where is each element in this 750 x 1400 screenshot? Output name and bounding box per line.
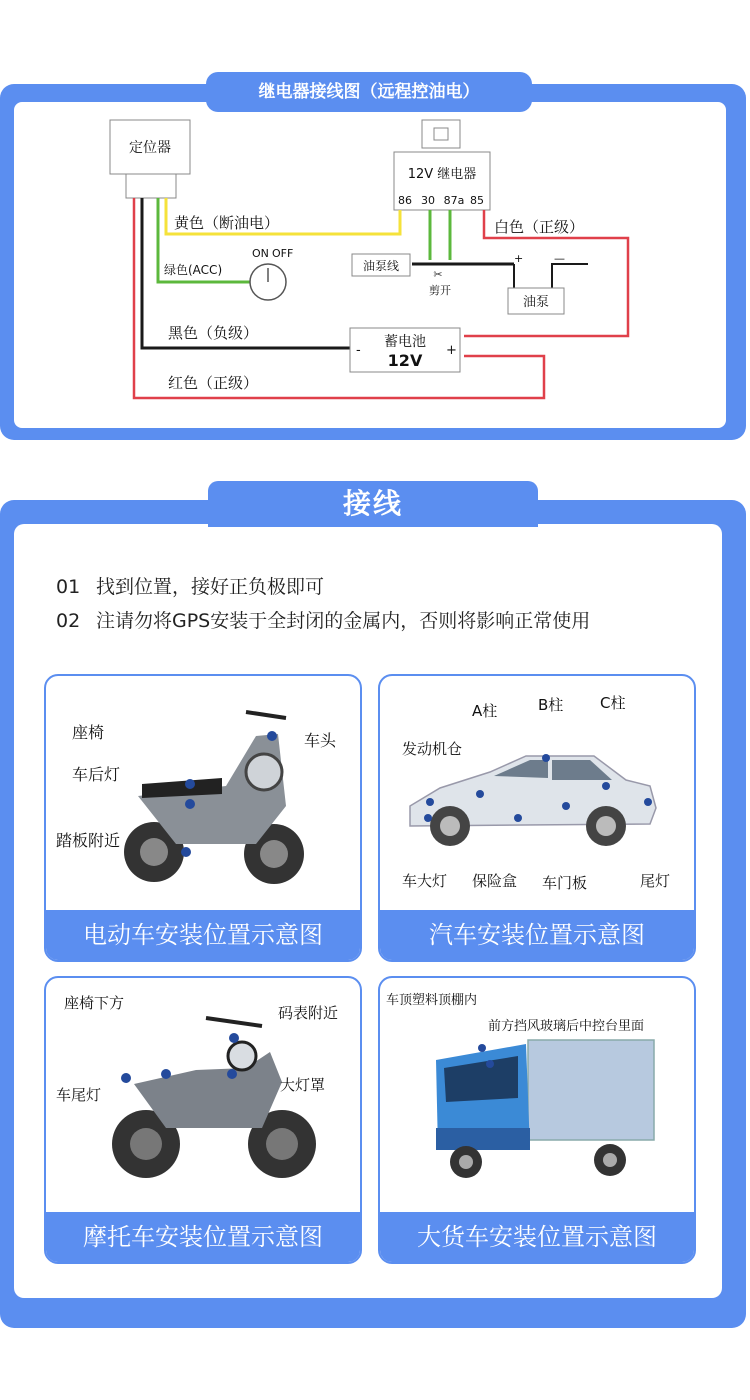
relay-pin-30: 30 xyxy=(421,194,435,207)
label-footboard: 踏板附近 xyxy=(56,831,121,850)
label-tail-light: 车后灯 xyxy=(72,765,121,784)
svg-text:ON: ON xyxy=(252,247,269,260)
svg-text:保险盒: 保险盒 xyxy=(472,872,518,890)
battery-box xyxy=(350,328,460,372)
relay-pin-87a: 87a xyxy=(443,194,465,207)
svg-text:+: + xyxy=(514,252,524,265)
card-caption: 汽车安装位置示意图 xyxy=(380,910,694,960)
relay-pin-86: 86 xyxy=(398,194,412,207)
black-wire-label: 黑色（负级） xyxy=(168,324,259,342)
svg-text:—: — xyxy=(554,252,565,265)
svg-text:12V: 12V xyxy=(387,351,423,370)
acc-switch-icon xyxy=(250,247,293,300)
cut-label: 剪开 xyxy=(429,284,451,297)
wiring-diagram-title: 继电器接线图（远程控油电） xyxy=(206,72,532,112)
white-wire-label: 白色（正级） xyxy=(494,218,585,236)
svg-text:A柱: A柱 xyxy=(472,702,498,720)
fuel-line-box xyxy=(352,254,410,276)
truck-illustration xyxy=(380,978,694,1212)
car-illustration xyxy=(380,676,694,910)
relay-wiring-diagram xyxy=(14,102,726,428)
relay-box xyxy=(394,120,490,210)
fuel-pump-box xyxy=(508,252,565,314)
card-car xyxy=(378,674,696,962)
svg-text:B柱: B柱 xyxy=(538,696,564,714)
motorcycle-illustration xyxy=(46,978,360,1212)
relay-label: 12V 继电器 xyxy=(407,167,477,182)
locator-box xyxy=(110,120,190,198)
scissors-icon: ✂ xyxy=(433,268,443,281)
relay-pin-85: 85 xyxy=(470,194,484,207)
step-2: 02 注请勿将GPS安装于全封闭的金属内，否则将影响正常使用 xyxy=(56,610,591,632)
card-caption: 大货车安装位置示意图 xyxy=(380,1212,694,1262)
label-head: 车头 xyxy=(304,731,337,750)
svg-text:C柱: C柱 xyxy=(600,694,626,712)
svg-text:车大灯: 车大灯 xyxy=(402,872,448,890)
svg-text:车门板: 车门板 xyxy=(542,874,588,892)
svg-text:座椅下方: 座椅下方 xyxy=(64,994,125,1012)
svg-text:蓄电池: 蓄电池 xyxy=(384,334,426,350)
label-seat: 座椅 xyxy=(72,723,105,742)
svg-text:定位器: 定位器 xyxy=(129,140,171,156)
svg-text:码表附近: 码表附近 xyxy=(278,1004,339,1022)
svg-text:OFF: OFF xyxy=(272,247,294,260)
svg-text:油泵: 油泵 xyxy=(522,295,550,310)
green-wire-label: 绿色(ACC) xyxy=(164,263,223,277)
svg-text:+: + xyxy=(446,343,457,358)
install-section-title: 接线 xyxy=(208,481,538,527)
svg-text:油泵线: 油泵线 xyxy=(362,259,400,273)
svg-text:尾灯: 尾灯 xyxy=(640,872,671,890)
card-motorcycle xyxy=(44,976,362,1264)
card-truck xyxy=(378,976,696,1264)
card-electric-scooter xyxy=(44,674,362,962)
svg-text:大灯罩: 大灯罩 xyxy=(280,1076,326,1094)
svg-text:车顶塑料顶棚内: 车顶塑料顶棚内 xyxy=(386,993,478,1008)
red-wire-label: 红色（正级） xyxy=(168,374,259,392)
svg-text:发动机仓: 发动机仓 xyxy=(402,740,463,758)
electric-scooter-illustration xyxy=(46,676,360,910)
svg-text:车尾灯: 车尾灯 xyxy=(56,1086,102,1104)
step-1: 01 找到位置，接好正负极即可 xyxy=(56,576,325,598)
svg-text:前方挡风玻璃后中控台里面: 前方挡风玻璃后中控台里面 xyxy=(488,1019,645,1034)
svg-text:-: - xyxy=(356,343,361,358)
card-caption: 电动车安装位置示意图 xyxy=(46,910,360,960)
card-caption: 摩托车安装位置示意图 xyxy=(46,1212,360,1262)
yellow-wire-label: 黄色（断油电） xyxy=(174,214,280,232)
